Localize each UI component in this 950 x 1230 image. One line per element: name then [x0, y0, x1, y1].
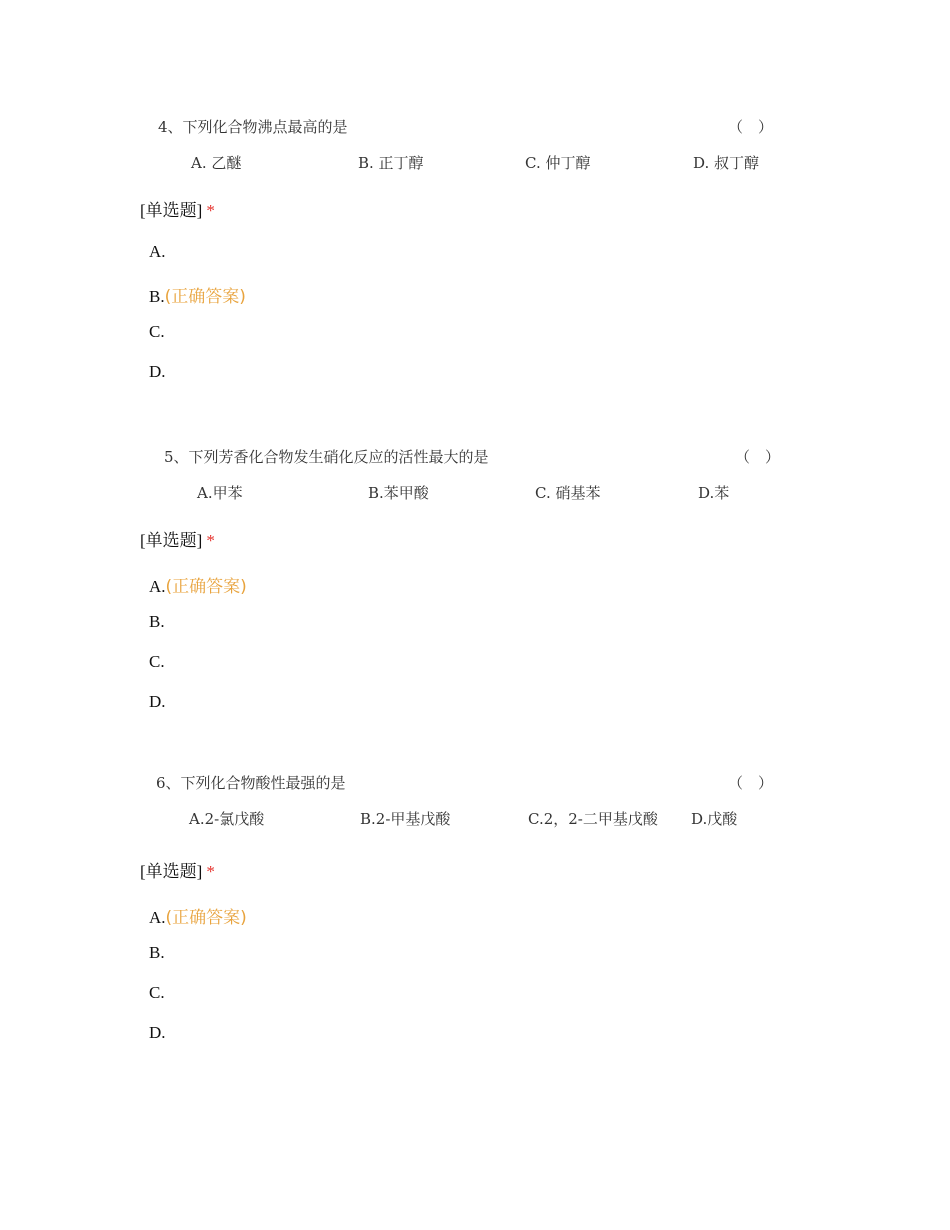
image-option-c: C.2，2-二甲基戊酸 [528, 810, 658, 828]
question-type-label: [单选题] [140, 531, 203, 550]
image-option-a: A.甲苯 [197, 484, 243, 502]
question-type-label: [单选题] [140, 201, 203, 220]
answer-option-b[interactable] [149, 612, 165, 632]
answer-option-c[interactable] [149, 652, 165, 672]
image-option-d: D. 叔丁醇 [693, 154, 760, 172]
answer-paren: （ ） [735, 448, 781, 466]
answer-option-d[interactable] [149, 1023, 166, 1043]
option-label: A. [149, 242, 166, 261]
option-label: B. [149, 612, 165, 631]
answer-option-a[interactable] [149, 242, 166, 262]
image-option-b: B.苯甲酸 [368, 484, 429, 502]
question-type [140, 196, 215, 221]
option-label: A. [149, 577, 166, 596]
image-option-b: B.2-甲基戊酸 [360, 810, 451, 828]
question-image [140, 772, 790, 852]
question-stem: 5、下列芳香化合物发生硝化反应的活性最大的是 [164, 448, 489, 466]
answer-option-b[interactable] [149, 282, 246, 307]
answer-option-d[interactable] [149, 692, 166, 712]
question-stem: 4、下列化合物沸点最高的是 [158, 118, 348, 136]
question-image [140, 446, 790, 526]
question-stem: 6、下列化合物酸性最强的是 [156, 774, 346, 792]
option-label: A. [149, 908, 166, 927]
question-image [140, 116, 790, 196]
image-option-a: A. 乙醚 [191, 154, 242, 172]
image-option-d: D.戊酸 [691, 810, 738, 828]
correct-answer-note: (正确答案) [164, 287, 246, 307]
answer-paren: （ ） [728, 774, 774, 792]
answer-option-a[interactable] [149, 572, 247, 597]
option-label: D. [149, 692, 166, 711]
answer-option-c[interactable] [149, 983, 165, 1003]
answer-option-d[interactable] [149, 362, 166, 382]
question-type [140, 857, 215, 882]
answer-option-a[interactable] [149, 903, 247, 928]
answer-option-c[interactable] [149, 322, 165, 342]
option-label: C. [149, 652, 165, 671]
correct-answer-note: (正确答案) [165, 577, 247, 597]
correct-answer-note: (正确答案) [165, 908, 247, 928]
answer-paren: （ ） [728, 118, 774, 136]
option-label: C. [149, 322, 165, 341]
required-mark: * [206, 862, 215, 881]
image-option-c: C. 硝基苯 [535, 484, 601, 502]
image-option-d: D.苯 [698, 484, 730, 502]
option-label: B. [149, 943, 165, 962]
required-mark: * [206, 201, 215, 220]
image-option-c: C. 仲丁醇 [525, 154, 591, 172]
option-label: D. [149, 1023, 166, 1042]
answer-option-b[interactable] [149, 943, 165, 963]
question-type-label: [单选题] [140, 862, 203, 881]
required-mark: * [206, 531, 215, 550]
question-type [140, 526, 215, 551]
image-option-b: B. 正丁醇 [358, 154, 424, 172]
image-option-a: A.2-氯戊酸 [189, 810, 265, 828]
option-label: C. [149, 983, 165, 1002]
option-label: D. [149, 362, 166, 381]
option-label: B. [149, 287, 165, 306]
